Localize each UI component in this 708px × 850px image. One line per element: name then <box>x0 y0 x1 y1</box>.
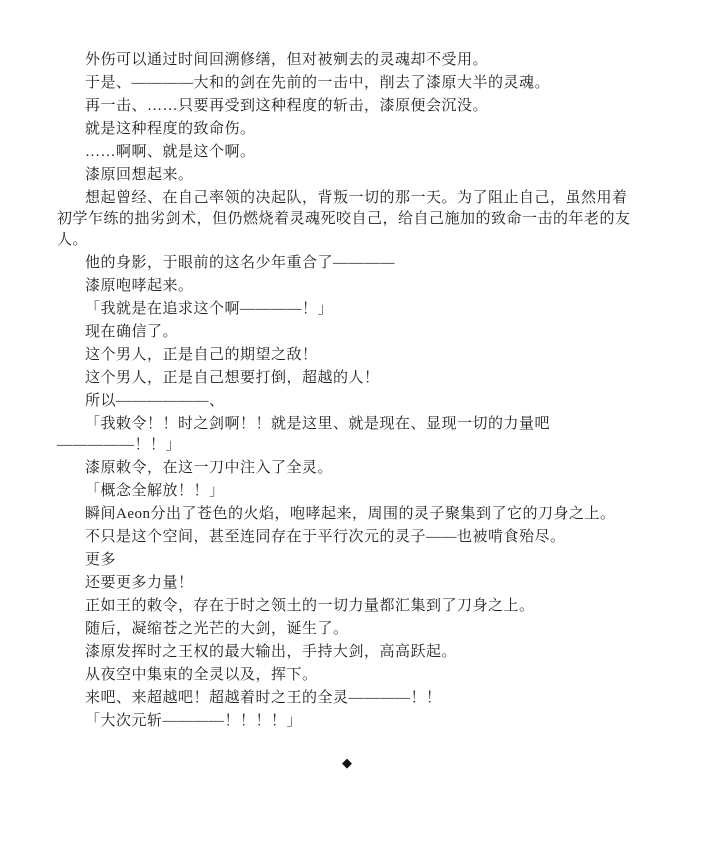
paragraph <box>57 596 637 617</box>
paragraph <box>57 458 637 479</box>
paragraph <box>57 504 637 525</box>
paragraph-text-run: 来吧、来超越吧！超越着时之王的全灵————！！ <box>85 690 442 706</box>
paragraph-text-run: 外伤可以通过时间回溯修缮，但对被剜去的灵魂却不受用。 <box>85 52 489 68</box>
paragraph-text-run: 「大次元斩————！！！！」 <box>85 713 303 729</box>
paragraph-text-run: 漆原敕令，在这一刀中注入了全灵。 <box>85 460 334 476</box>
paragraph <box>57 299 637 320</box>
paragraph <box>57 165 637 186</box>
paragraph-text-run: 所以——————、 <box>85 393 225 409</box>
paragraph-text-run: 从夜空中集束的全灵以及，挥下。 <box>85 667 318 683</box>
paragraph <box>57 368 637 389</box>
paragraph-text-run: 「我就是在追求这个啊————！」 <box>85 301 334 317</box>
paragraph-text-run: 漆原回想起来。 <box>85 167 194 183</box>
paragraph-text-run: 正如王的敕令，存在于时之领土的一切力量都汇集到了刀身之上。 <box>85 598 535 614</box>
paragraph <box>57 50 637 71</box>
paragraph-text-run: 再一击、……只要再受到这种程度的斩击，漆原便会沉没。 <box>85 98 489 114</box>
paragraph-text-run: 随后，凝缩苍之光芒的大剑，诞生了。 <box>85 621 349 637</box>
paragraph-text-run: 「我敕令！！时之剑啊！！就是这里、就是现在、显现一切的力量吧 <box>85 416 551 432</box>
paragraph-text-run: 漆原发挥时之王权的最大输出，手持大剑，高高跃起。 <box>85 644 458 660</box>
paragraph-text-run: ……啊啊、就是这个啊。 <box>85 144 256 160</box>
paragraph <box>57 527 637 548</box>
paragraph <box>57 711 637 732</box>
paragraph-text-run: 于是、————大和的剑在先前的一击中，削去了漆原大半的灵魂。 <box>85 75 551 91</box>
paragraph-text-run: 更多 <box>85 552 117 568</box>
paragraph-text-run: 想起曾经、在自己率领的决起队，背叛一切的那一天。为了阻止自己，虽然用着初学乍练的拙劣剑术，但仍燃烧着灵魂死咬自己，给自己施加的致命一击的年老的友人。 <box>57 190 631 248</box>
paragraph <box>57 550 637 571</box>
paragraph <box>57 345 637 366</box>
paragraph <box>57 642 637 663</box>
paragraph <box>57 276 637 297</box>
paragraph <box>57 573 637 594</box>
paragraph-text-run: 就是这种程度的致命伤。 <box>85 121 256 137</box>
section-break-diamond-icon: ◆ <box>342 755 352 770</box>
paragraph <box>57 188 637 251</box>
text-column <box>57 50 637 732</box>
paragraph <box>57 322 637 343</box>
paragraph-text-run: 他的身影，于眼前的这名少年重合了———— <box>85 255 396 271</box>
paragraph-text-run: 现在确信了。 <box>85 324 179 340</box>
paragraph <box>57 391 637 412</box>
paragraph-text-run: 这个男人，正是自己想要打倒，超越的人！ <box>85 370 380 386</box>
paragraph <box>57 73 637 94</box>
paragraph <box>57 119 637 140</box>
paragraph-text-run: 漆原咆哮起来。 <box>85 278 194 294</box>
paragraph <box>57 414 637 456</box>
paragraph <box>57 253 637 274</box>
paragraph-text-run: 不只是这个空间，甚至连同存在于平行次元的灵子——也被啃食殆尽。 <box>85 529 566 545</box>
paragraph <box>57 665 637 686</box>
paragraph <box>57 96 637 117</box>
paragraph-text-run: 这个男人，正是自己的期望之敌！ <box>85 347 318 363</box>
paragraph <box>57 688 637 709</box>
paragraph <box>57 142 637 163</box>
paragraph-text-run: 瞬间Aeon分出了苍色的火焰，咆哮起来，周围的灵子聚集到了它的刀身之上。 <box>85 506 616 522</box>
paragraph-text-run: 「概念全解放！！」 <box>85 483 225 499</box>
paragraph <box>57 481 637 502</box>
paragraph-text-run: —————！！」 <box>57 437 182 453</box>
paragraph <box>57 619 637 640</box>
paragraph-text-run: 还要更多力量！ <box>85 575 194 591</box>
